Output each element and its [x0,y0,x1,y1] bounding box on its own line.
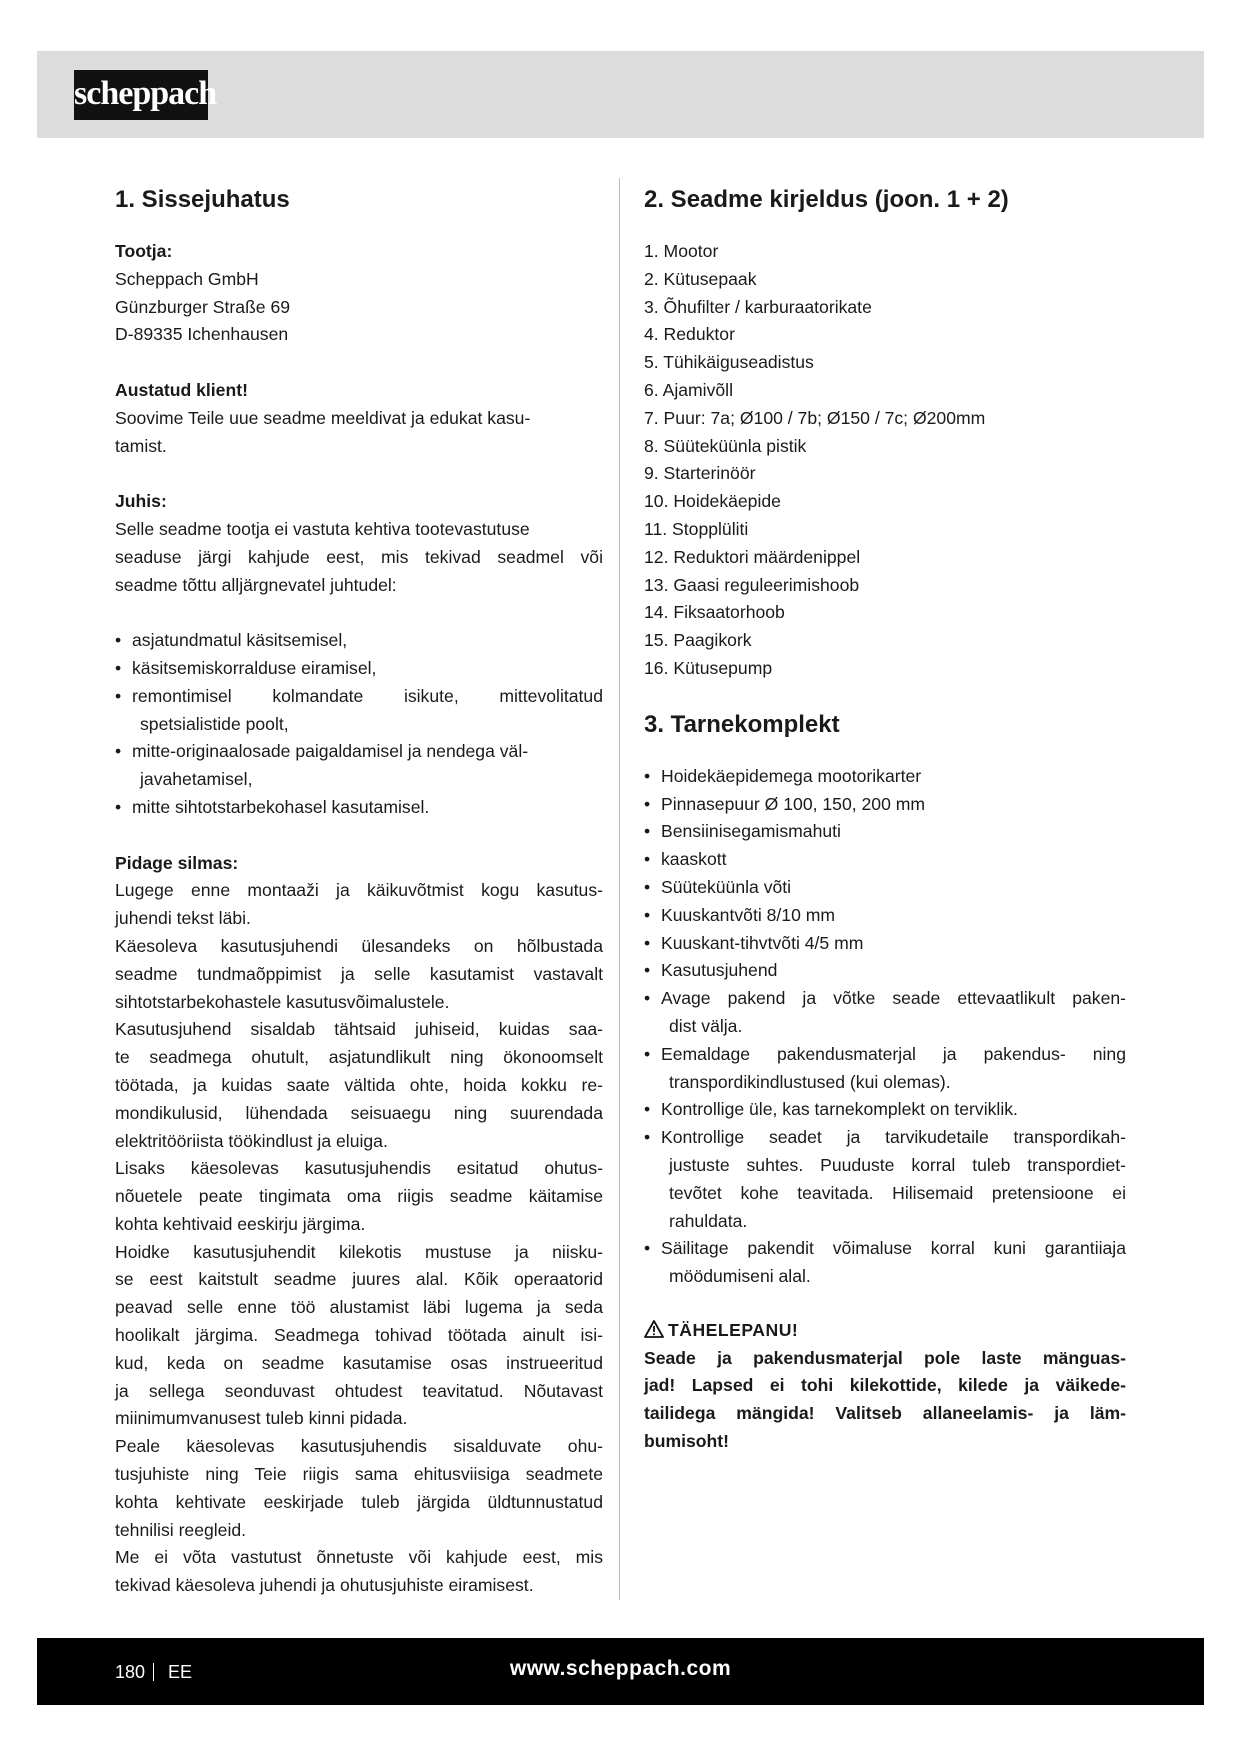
remember-line: kohta kehtivate eeskirjade tuleb järgida üldtunnustatud [115,1491,603,1512]
list-item: • kaaskott [644,849,727,870]
parts-list [644,238,1126,683]
remember-line: Käesoleva kasutusjuhendi ülesandeks on hõlbustada [115,935,603,956]
list-item: • Kontrollige üle, kas tarnekomplekt on terviklik. [644,1099,1018,1120]
parts-list-item: 3. Õhufilter / karburaatorikate [644,296,872,317]
remember-line: Me ei võta vastutust õnnetuste või kahjude eest, mis [115,1547,603,1568]
manufacturer-line: Günzburger Straße 69 [115,296,291,317]
list-item: • Eemaldage pakendusmaterjal ja pakendus- ning transpordikindlustused (kui olemas). [644,1043,1126,1092]
note-line: Selle seadme tootja ei vastuta kehtiva tootevastutuse [115,518,530,539]
remember-line: tusjuhiste ning Teie riigis sama ehitusviisiga seadmete [115,1464,603,1485]
parts-list-item: 4. Reduktor [644,324,735,345]
parts-list-item: 16. Kütusepump [644,657,773,678]
list-item: • remontimisel kolmandate isikute, mittevolitatud spetsialistide poolt, [115,685,603,734]
list-item: • asjatundmatul käsitsemisel, [115,630,348,651]
parts-list-item: 8. Süüteküünla pistik [644,435,807,456]
warning-title: TÄHELEPANU! [644,1317,1126,1345]
list-item: • Bensiinisegamismahuti [644,821,841,842]
parts-list-item: 2. Kütusepaak [644,268,757,289]
list-item: • Süüteküünla võti [644,876,792,897]
note-line: seaduse järgi kahjude eest, mis tekivad seadmel või [115,546,603,567]
warning-line: jad! Lapsed ei tohi kilekottide, kilede ja väikede- [644,1375,1126,1396]
dear-customer-line: Soovime Teile uue seadme meeldivat ja edukat kasu- [115,407,531,428]
remember-line: nõuetele peate tingimata oma riigis seadme käitamise [115,1186,603,1207]
parts-list-item: 9. Starterinöör [644,463,756,484]
manufacturer-line: D-89335 Ichenhausen [115,324,289,345]
column-divider [619,178,620,1600]
remember-line: juhendi tekst läbi. [115,908,251,929]
remember-line: elektritööriista töökindlust ja eluiga. [115,1130,388,1151]
footer-band [37,1638,1204,1705]
parts-list-item: 6. Ajamivõll [644,379,733,400]
scheppach-logo: scheppach [74,70,208,120]
remember-line: Peale käesolevas kasutusjuhendis sisalduvate ohu- [115,1436,603,1457]
section-2-heading: 2. Seadme kirjeldus (joon. 1 + 2) [644,186,1009,213]
remember-line: peavad selle enne töö alustamist läbi lugema ja seda [115,1297,603,1318]
parts-list-item: 10. Hoidekäepide [644,491,781,512]
list-item: • Pinnasepuur Ø 100, 150, 200 mm [644,793,926,814]
warning-triangle-icon [644,1320,664,1338]
page-number: 180 [115,1662,146,1682]
list-item: • käsitsemiskorralduse eiramisel, [115,657,377,678]
remember-line: seadme tundmaõppimist ja selle kasutamist vastavalt [115,963,603,984]
list-item: • Kuuskant-tihvtvõti 4/5 mm [644,932,864,953]
remember-label: Pidage silmas: [115,852,239,873]
remember-line: hoolikalt järgima. Seadmega tohivad töötada ainult isi- [115,1325,603,1346]
list-item: • Hoidekäepidemega mootorikarter [644,765,922,786]
remember-line: Hoidke kasutusjuhendit kilekotis mustuse ja niisku- [115,1241,603,1262]
parts-list-item: 1. Mootor [644,241,719,261]
list-item: • mitte sihtotstarbekohasel kasutamisel. [115,796,430,817]
list-item: • Kuuskantvõti 8/10 mm [644,904,836,925]
list-item: • Kontrollige seadet ja tarvikudetaile transpordikah- justuste suhtes. Puuduste korral tuleb transpordiet- tevõtet kohe teavitada. Hilisemaid pretensioone ei rahuldata. [644,1127,1126,1231]
list-item: • Kasutusjuhend [644,960,778,981]
language-code: EE [168,1662,193,1682]
liability-cases-list [115,627,603,822]
remember-line: se eest kaitstult seadme juures alal. Kõik operaatorid [115,1269,603,1290]
right-column [644,180,1126,1456]
note-line: seadme tõttu alljärgnevatel juhtudel: [115,574,397,595]
remember-text [115,877,603,1600]
remember-line: Lisaks käesolevas kasutusjuhendis esitatud ohutus- [115,1158,603,1179]
left-column [115,180,603,1600]
remember-line: tekivad käesoleva juhendi ja ohutusjuhiste eiramisest. [115,1575,534,1596]
parts-list-item: 15. Paagikork [644,630,752,651]
manufacturer-label: Tootja: [115,241,173,261]
warning-line: Seade ja pakendusmaterjal pole laste mänguas- [644,1347,1126,1368]
parts-list-item: 5. Tühikäiguseadistus [644,352,814,373]
scope-of-delivery-list [644,763,1126,1291]
remember-line: kohta kehtivaid eeskirju järgima. [115,1213,366,1234]
warning-text [644,1345,1126,1456]
remember-line: kud, keda on seadme kasutamise osas instrueeritud [115,1352,603,1373]
footer-website-link[interactable]: www.scheppach.com [509,1657,732,1680]
dear-customer-line: tamist. [115,435,167,456]
dear-customer-label: Austatud klient! [115,379,248,400]
remember-line: Kasutusjuhend sisaldab tähtsaid juhiseid, kuidas saa- [115,1019,603,1040]
warning-line: bumisoht! [644,1431,730,1452]
parts-list-item: 13. Gaasi reguleerimishoob [644,574,860,595]
warning-line: tailidega mängida! Valitseb allaneelamis- ja läm- [644,1403,1126,1424]
list-item: • mitte-originaalosade paigaldamisel ja nendega väl- javahetamisel, [115,741,529,790]
list-item: • Avage pakend ja võtke seade ettevaatlikult paken- dist välja. [644,988,1126,1036]
remember-line: te seadmega ohutult, asjatundlikult ning ökonoomselt [115,1047,603,1068]
parts-list-item: 14. Fiksaatorhoob [644,602,785,623]
remember-line: Lugege enne montaaži ja käikuvõtmist kogu kasutus- [115,880,603,901]
remember-line: sihtotstarbekohastele kasutusvõimalustele. [115,991,450,1012]
remember-line: mondikulusid, lühendada seisuaegu ning suurendada [115,1102,603,1123]
section-3-heading: 3. Tarnekomplekt [644,710,840,738]
remember-line: tehnilisi reegleid. [115,1519,247,1540]
note-label: Juhis: [115,491,167,512]
parts-list-item: 11. Stopplüliti [644,518,749,539]
list-item: • Säilitage pakendit võimaluse korral kuni garantiiaja möödumiseni alal. [644,1238,1126,1287]
manufacturer-line: Scheppach GmbH [115,268,259,289]
parts-list-item: 7. Puur: 7a; Ø100 / 7b; Ø150 / 7c; Ø200mm [644,407,986,428]
remember-line: ja sellega seonduvast ohtudest teavitatud. Nõutavast [115,1380,603,1401]
remember-line: miinimumvanusest tuleb kinni pidada. [115,1408,408,1429]
section-1-heading: 1. Sissejuhatus [115,186,290,213]
parts-list-item: 12. Reduktori määrdenippel [644,546,861,567]
remember-line: töötada, ja kuidas saate vältida ohte, hoida kokku re- [115,1074,603,1095]
